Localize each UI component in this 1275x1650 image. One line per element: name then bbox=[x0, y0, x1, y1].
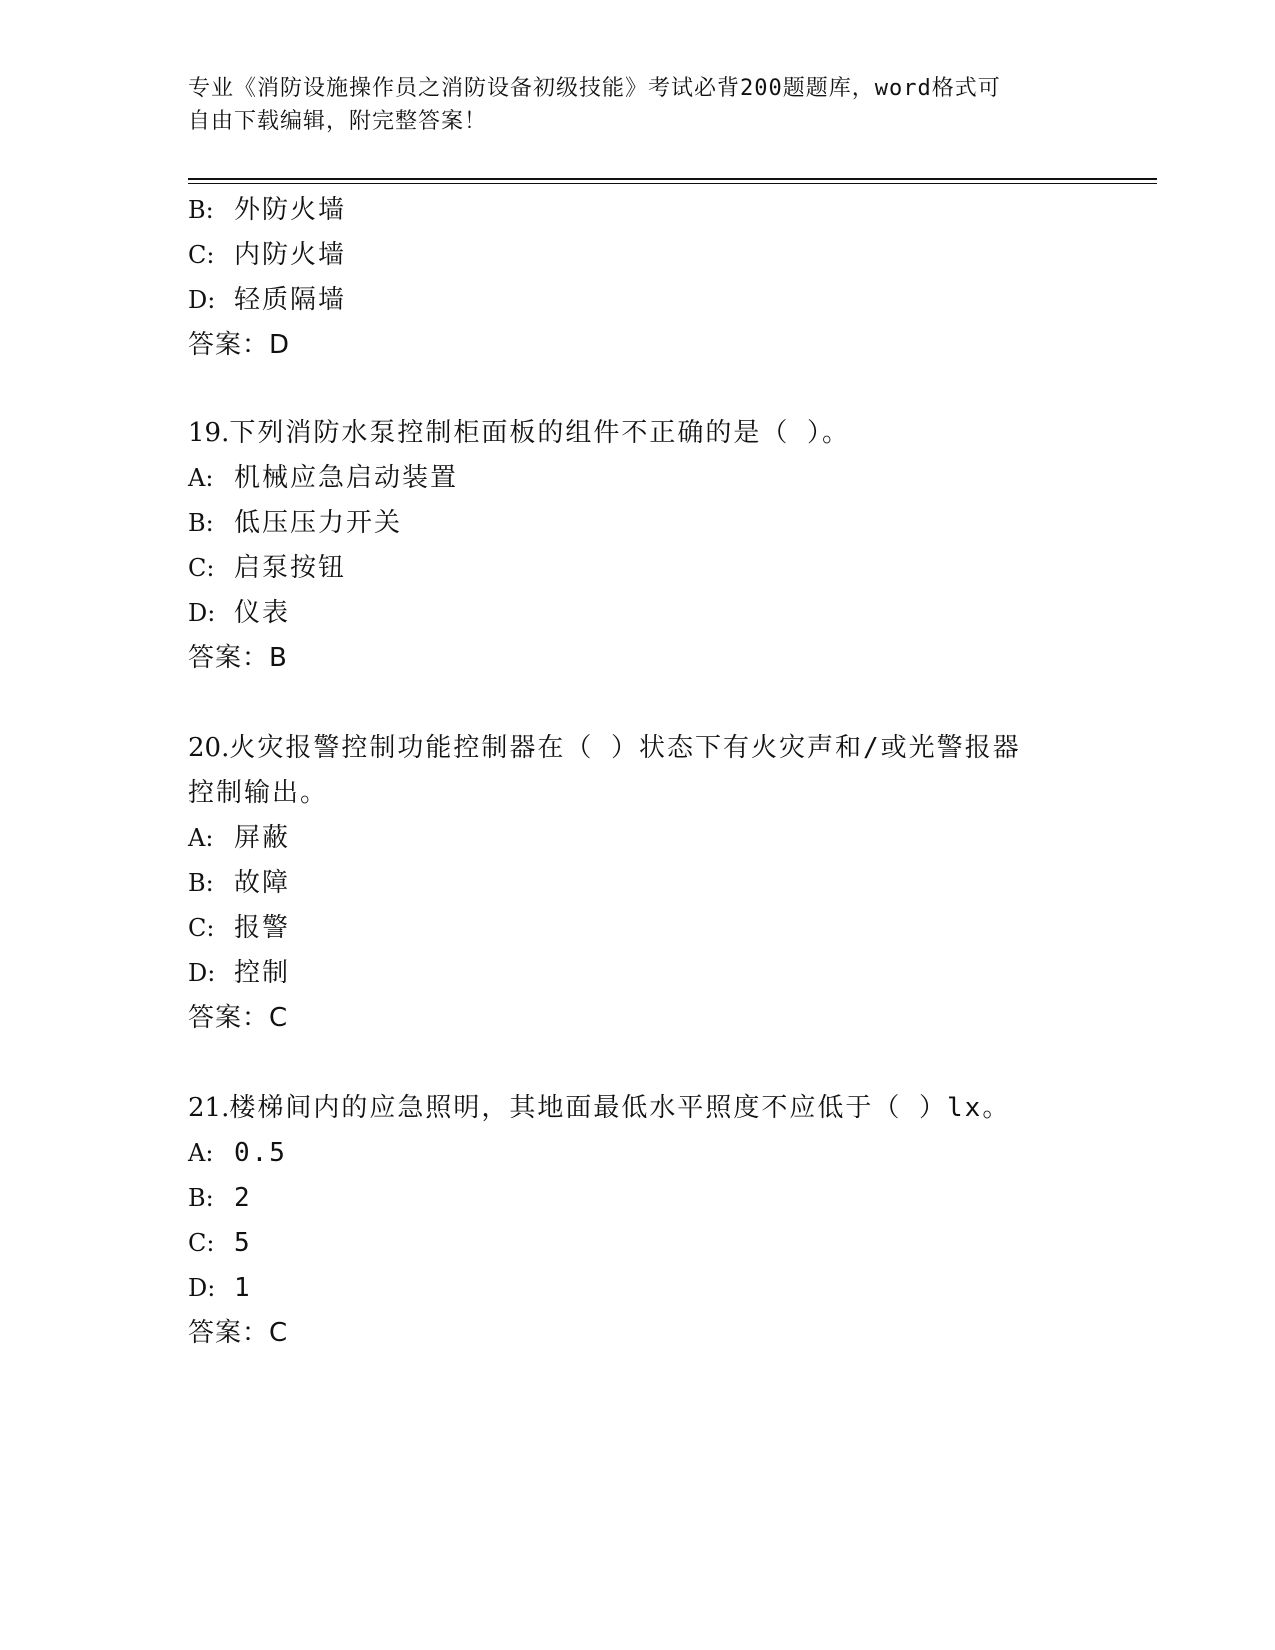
option-letter: C: bbox=[188, 914, 215, 942]
option-c bbox=[188, 1226, 252, 1260]
header-divider bbox=[188, 178, 1157, 184]
document-header bbox=[188, 72, 1068, 138]
question-number: 20. bbox=[188, 733, 230, 763]
option-letter: B: bbox=[188, 869, 214, 897]
option-c bbox=[188, 238, 346, 272]
option-d bbox=[188, 283, 346, 317]
question-number: 21. bbox=[188, 1093, 230, 1123]
option-letter: A: bbox=[188, 824, 214, 852]
question-text: 火灾报警控制功能控制器在（ ）状态下有火灾声和/或光警报器 bbox=[229, 733, 1021, 763]
option-text: 轻质隔墙 bbox=[234, 285, 347, 315]
option-b bbox=[188, 1181, 252, 1215]
option-letter: A: bbox=[188, 1139, 214, 1167]
option-c bbox=[188, 911, 290, 945]
option-letter: C: bbox=[188, 1229, 215, 1257]
option-letter: D: bbox=[188, 599, 216, 627]
option-letter: B: bbox=[188, 196, 214, 224]
option-text: 仪表 bbox=[234, 598, 291, 628]
option-text: 故障 bbox=[234, 868, 291, 898]
option-letter: B: bbox=[188, 1184, 214, 1212]
question-number: 19. bbox=[188, 418, 230, 448]
option-text: 低压压力开关 bbox=[234, 508, 403, 538]
answer-line: 答案：B bbox=[188, 643, 288, 673]
divider-thin-line bbox=[188, 183, 1157, 184]
option-d bbox=[188, 1271, 252, 1305]
option-letter: B: bbox=[188, 509, 214, 537]
option-text: 机械应急启动装置 bbox=[234, 463, 459, 493]
answer-line: 答案：D bbox=[188, 330, 291, 360]
option-b bbox=[188, 506, 402, 540]
question-text: 楼梯间内的应急照明，其地面最低水平照度不应低于（ ）lx。 bbox=[229, 1093, 1011, 1123]
question-text: 下列消防水泵控制柜面板的组件不正确的是（ ）。 bbox=[229, 418, 851, 448]
option-letter: D: bbox=[188, 959, 216, 987]
answer-line: 答案：C bbox=[188, 1318, 289, 1348]
option-b bbox=[188, 866, 290, 900]
option-a bbox=[188, 461, 458, 495]
answer-line: 答案：C bbox=[188, 1003, 289, 1033]
question-20 bbox=[188, 731, 1021, 765]
option-text: 控制 bbox=[234, 958, 291, 988]
option-text: 5 bbox=[234, 1228, 252, 1258]
option-a bbox=[188, 821, 290, 855]
header-title-line-1: 专业《消防设施操作员之消防设备初级技能》考试必背200题题库，word格式可 bbox=[188, 76, 1001, 101]
option-text: 屏蔽 bbox=[234, 823, 291, 853]
question-20-continued: 控制输出。 bbox=[188, 778, 329, 808]
option-text: 内防火墙 bbox=[234, 240, 347, 270]
divider-thick-line bbox=[188, 178, 1157, 180]
option-text: 启泵按钮 bbox=[234, 553, 347, 583]
option-c bbox=[188, 551, 346, 585]
option-text: 报警 bbox=[234, 913, 291, 943]
header-title-line-2: 自由下载编辑，附完整答案！ bbox=[188, 109, 488, 134]
question-21 bbox=[188, 1091, 1010, 1125]
option-text: 1 bbox=[234, 1273, 252, 1303]
option-b bbox=[188, 193, 346, 227]
option-letter: C: bbox=[188, 241, 215, 269]
option-letter: D: bbox=[188, 1274, 216, 1302]
question-19 bbox=[188, 416, 850, 450]
option-d bbox=[188, 596, 290, 630]
option-letter: A: bbox=[188, 464, 214, 492]
option-text: 2 bbox=[234, 1183, 252, 1213]
option-a bbox=[188, 1136, 287, 1170]
option-letter: D: bbox=[188, 286, 216, 314]
option-letter: C: bbox=[188, 554, 215, 582]
option-text: 0.5 bbox=[234, 1138, 287, 1168]
option-d bbox=[188, 956, 290, 990]
option-text: 外防火墙 bbox=[234, 195, 347, 225]
